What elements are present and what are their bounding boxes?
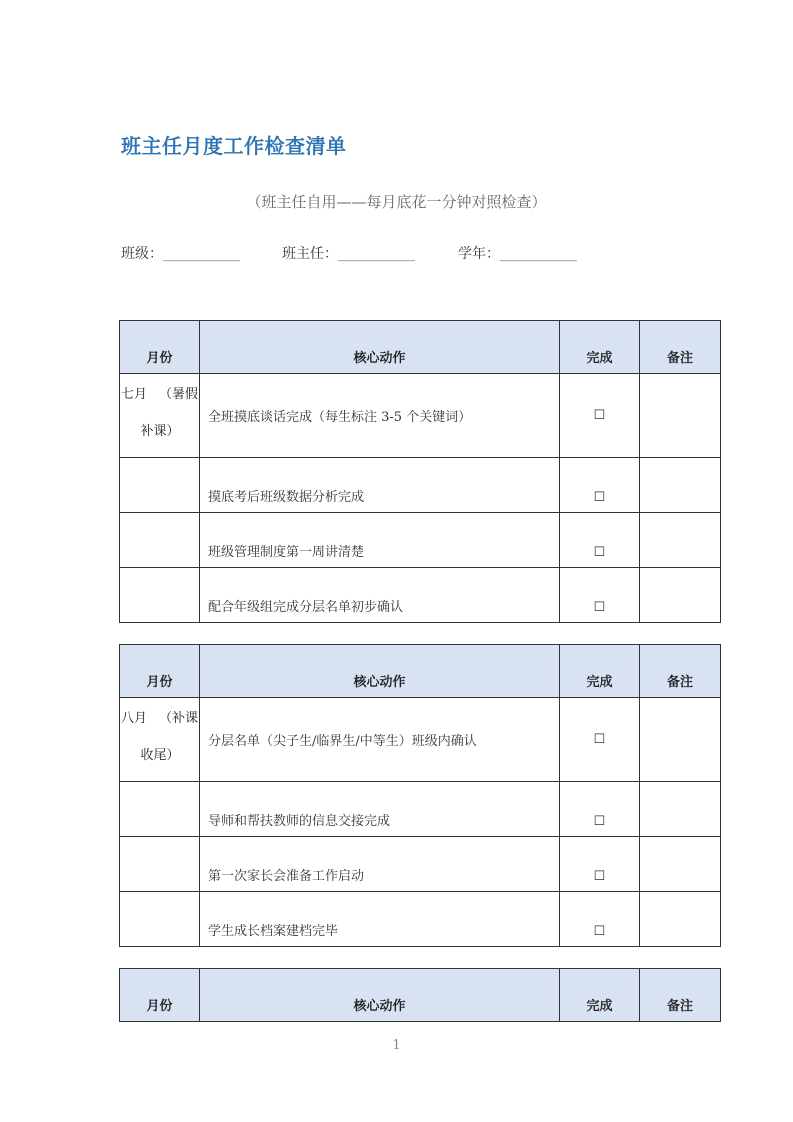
page-number: 1 — [392, 1038, 401, 1053]
month-cell — [120, 698, 200, 782]
header-note: 备注 — [640, 969, 721, 1022]
done-checkbox[interactable]: ☐ — [560, 837, 640, 892]
note-cell[interactable] — [640, 458, 721, 513]
month-name: 八月 — [121, 711, 148, 726]
done-checkbox[interactable]: ☐ — [560, 892, 640, 947]
header-action: 核心动作 — [200, 645, 560, 698]
table-row — [120, 837, 721, 892]
done-checkbox[interactable]: ☐ — [560, 458, 640, 513]
month-cell — [120, 568, 200, 623]
month-cell — [120, 458, 200, 513]
month-note-cont: 收尾） — [140, 748, 180, 763]
action-cell: 导师和帮扶教师的信息交接完成 — [200, 782, 560, 837]
done-checkbox[interactable]: ☐ — [560, 374, 640, 458]
checklist-table-august — [119, 644, 721, 947]
action-cell: 学生成长档案建档完毕 — [200, 892, 560, 947]
done-checkbox[interactable]: ☐ — [560, 568, 640, 623]
note-cell[interactable] — [640, 513, 721, 568]
checklist-table-july — [119, 320, 721, 623]
action-cell: 摸底考后班级数据分析完成 — [200, 458, 560, 513]
page-title: 班主任月度工作检查清单 — [121, 134, 347, 158]
table-row — [120, 782, 721, 837]
table-row — [120, 458, 721, 513]
year-label: 学年： — [458, 246, 500, 262]
year-field — [458, 243, 577, 263]
page-subtitle: （班主任自用——每月底花一分钟对照检查） — [246, 193, 547, 211]
table-header-row — [120, 321, 721, 374]
note-cell[interactable] — [640, 374, 721, 458]
table-row — [120, 568, 721, 623]
table-row — [120, 513, 721, 568]
month-note: （暑假 — [158, 387, 198, 402]
header-note: 备注 — [640, 645, 721, 698]
month-cell — [120, 374, 200, 458]
action-cell: 第一次家长会准备工作启动 — [200, 837, 560, 892]
year-blank: ___________ — [500, 246, 577, 262]
action-cell: 班级管理制度第一周讲清楚 — [200, 513, 560, 568]
table-header-row — [120, 969, 721, 1022]
month-cell — [120, 513, 200, 568]
class-label: 班级： — [121, 246, 163, 262]
teacher-field — [282, 243, 415, 263]
teacher-blank: ___________ — [338, 246, 415, 262]
action-cell: 配合年级组完成分层名单初步确认 — [200, 568, 560, 623]
note-cell[interactable] — [640, 892, 721, 947]
table-row — [120, 892, 721, 947]
table-row — [120, 374, 721, 458]
table-header-row — [120, 645, 721, 698]
action-cell: 分层名单（尖子生/临界生/中等生）班级内确认 — [200, 698, 560, 782]
teacher-label: 班主任： — [282, 246, 338, 262]
header-month: 月份 — [120, 969, 200, 1022]
header-action: 核心动作 — [200, 969, 560, 1022]
action-cell: 全班摸底谈话完成（每生标注 3-5 个关键词） — [200, 374, 560, 458]
class-field — [121, 243, 240, 263]
note-cell[interactable] — [640, 837, 721, 892]
month-note: （补课 — [158, 711, 198, 726]
month-cell — [120, 837, 200, 892]
header-action: 核心动作 — [200, 321, 560, 374]
class-blank: ___________ — [163, 246, 240, 262]
header-done: 完成 — [560, 969, 640, 1022]
done-checkbox[interactable]: ☐ — [560, 513, 640, 568]
note-cell[interactable] — [640, 568, 721, 623]
done-checkbox[interactable]: ☐ — [560, 782, 640, 837]
header-month: 月份 — [120, 321, 200, 374]
month-name: 七月 — [121, 387, 148, 402]
month-cell — [120, 782, 200, 837]
note-cell[interactable] — [640, 782, 721, 837]
header-done: 完成 — [560, 321, 640, 374]
checklist-table-continued — [119, 968, 721, 1022]
done-checkbox[interactable]: ☐ — [560, 698, 640, 782]
header-note: 备注 — [640, 321, 721, 374]
note-cell[interactable] — [640, 698, 721, 782]
header-month: 月份 — [120, 645, 200, 698]
header-done: 完成 — [560, 645, 640, 698]
table-row — [120, 698, 721, 782]
month-cell — [120, 892, 200, 947]
month-note-cont: 补课） — [140, 424, 180, 439]
